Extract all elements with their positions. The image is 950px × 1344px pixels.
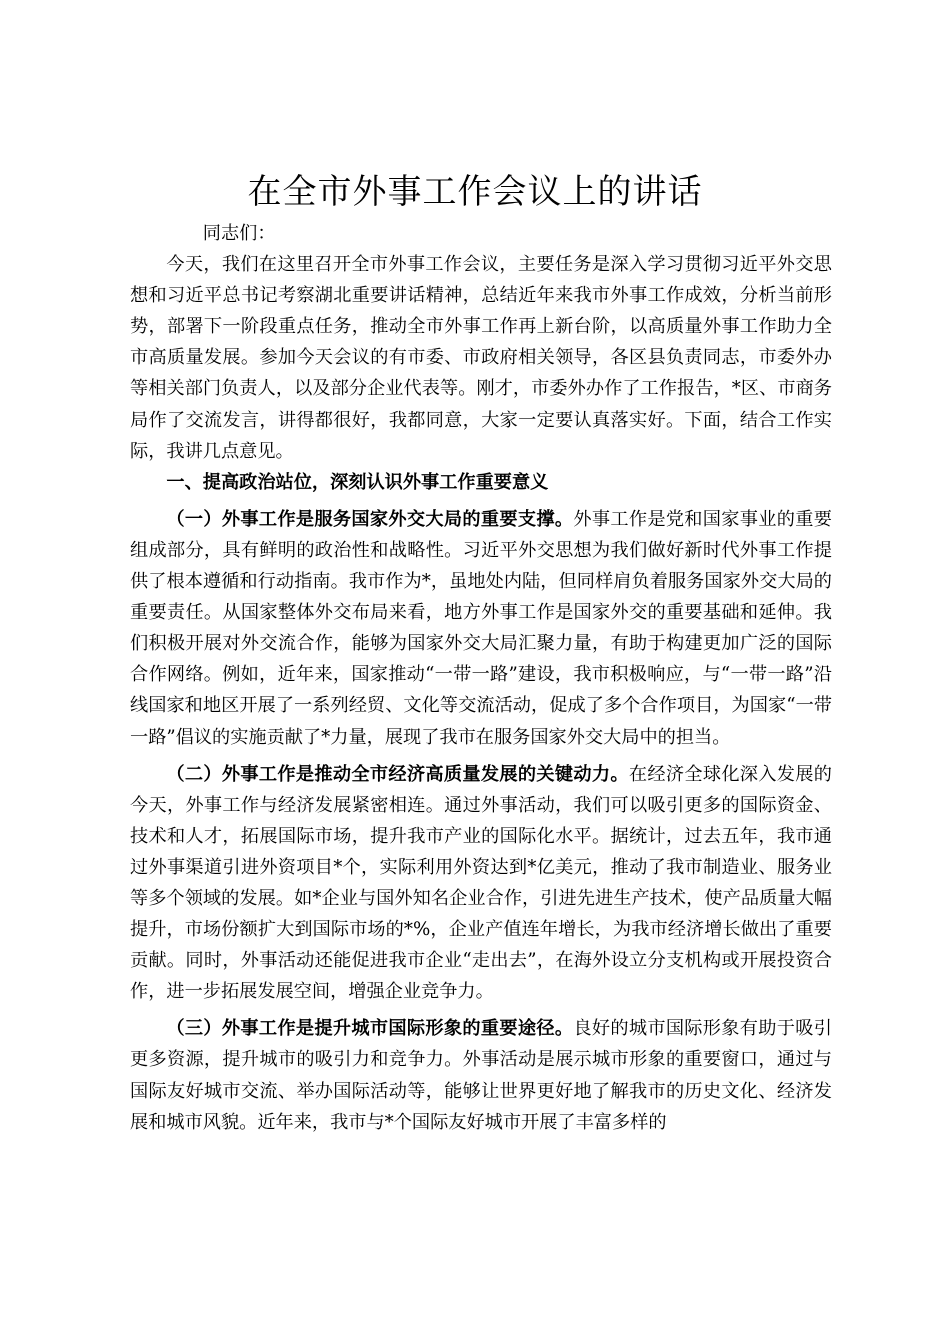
point-paragraph-2 xyxy=(130,759,832,1008)
point-text-1: 外事工作是党和国家事业的重要组成部分，具有鲜明的政治性和战略性。习近平外交思想为我们做好新时代外事工作提供了根本遵循和行动指南。我市作为*，虽地处内陆，但同样肩负着服务国家外交大局的重要责任。从国家整体外交布局来看，地方外事工作是国家外交的重要基础和延伸。我们积极开展对外交流合作，能够为国家外交大局汇聚力量，有助于构建更加广泛的国际合作网络。例如，近年来，国家推动“一带一路”建设，我市积极响应，与“一带一路”沿线国家和地区开展了一系列经贸、文化等交流活动，促成了多个合作项目，为国家“一带一路”倡议的实施贡献了*力量，展现了我市在服务国家外交大局中的担当。 xyxy=(130,508,832,748)
section-heading-1: 一、提高政治站位，深刻认识外事工作重要意义 xyxy=(166,471,549,493)
point-lead-2: （二）外事工作是推动全市经济高质量发展的关键动力。 xyxy=(166,763,629,785)
point-paragraph-3 xyxy=(130,1013,832,1137)
point-text-3: 良好的城市国际形象有助于吸引更多资源，提升城市的吸引力和竞争力。外事活动是展示城市形象的重要窗口，通过与国际友好城市交流、举办国际活动等，能够让世界更好地了解我市的历史文化、经济发展和城市风貌。近年来，我市与*个国际友好城市开展了丰富多样的 xyxy=(130,1018,832,1133)
point-lead-1: （一）外事工作是服务国家外交大局的重要支撑。 xyxy=(166,508,574,530)
salutation: 同志们： xyxy=(202,223,276,244)
document-body xyxy=(130,218,832,1138)
document-title: 在全市外事工作会议上的讲话 xyxy=(247,172,703,212)
point-lead-3: （三）外事工作是提升城市国际形象的重要途径。 xyxy=(166,1018,574,1040)
point-paragraph-1 xyxy=(130,504,832,753)
intro-paragraph: 今天，我们在这里召开全市外事工作会议，主要任务是深入学习贯彻习近平外交思想和习近平总书记考察湖北重要讲话精神，总结近年来我市外事工作成效，分析当前形势，部署下一阶段重点任务，推动全市外事工作再上新台阶，以高质量外事工作助力全市高质量发展。参加今天会议的有市委、市政府相关领导，各区县负责同志，市委外办等相关部门负责人，以及部分企业代表等。刚才，市委外办作了工作报告，*区、市商务局作了交流发言，讲得都很好，我都同意，大家一定要认真落实好。下面，结合工作实际，我讲几点意见。 xyxy=(130,254,832,462)
point-text-2: 在经济全球化深入发展的今天，外事工作与经济发展紧密相连。通过外事活动，我们可以吸引更多的国际资金、技术和人才，拓展国际市场，提升我市产业的国际化水平。据统计，过去五年，我市通过外事渠道引进外资项目*个，实际利用外资达到*亿美元，推动了我市制造业、服务业等多个领域的发展。如*企业与国外知名企业合作，引进先进生产技术，使产品质量大幅提升，市场份额扩大到国际市场的*%，企业产值连年增长，为我市经济增长做出了重要贡献。同时，外事活动还能促进我市企业“走出去”，在海外设立分支机构或开展投资合作，进一步拓展发展空间，增强企业竞争力。 xyxy=(130,763,832,1003)
